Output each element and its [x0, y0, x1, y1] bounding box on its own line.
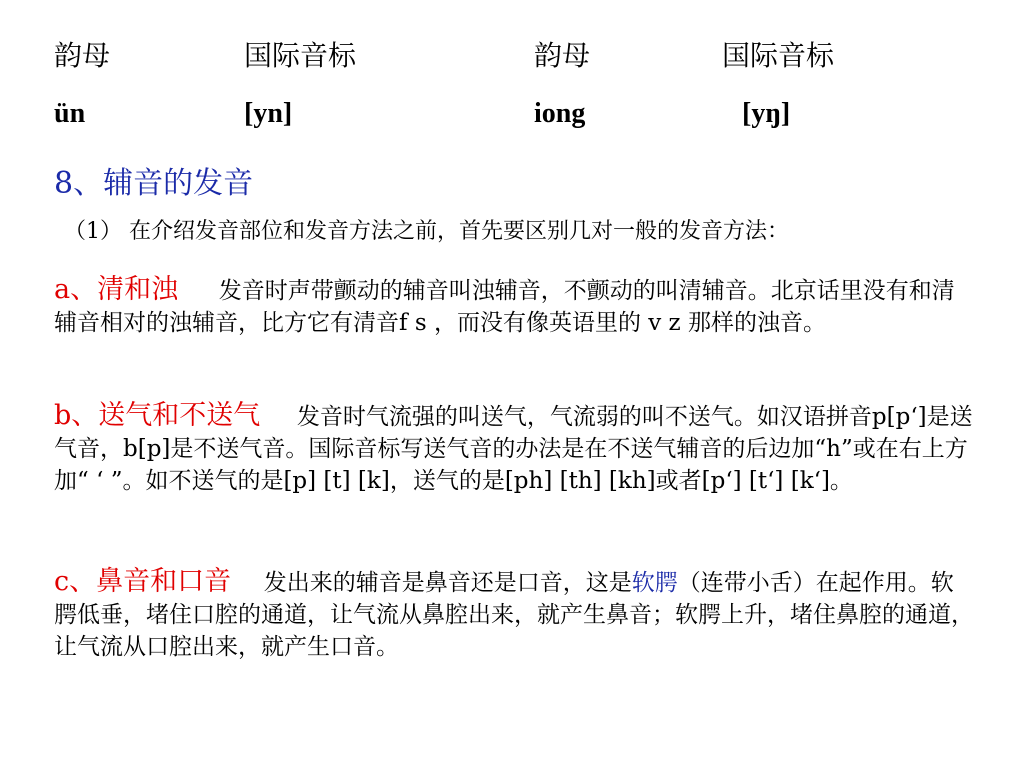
term-aspiration: b、送气和不送气: [54, 400, 261, 431]
term-nasal-oral: c、鼻音和口音: [54, 566, 232, 597]
section-title: 8、辅音的发音: [54, 166, 254, 201]
header-final-2: 韵母: [534, 39, 591, 72]
voicing-text: 发音时声带颤动的辅音叫浊辅音，不颤动的叫清辅音。北京话里没有和清辅音相对的浊辅音，比方它有清音f s ，而没有像英语里的 v z 那样的浊音。: [54, 278, 955, 336]
velum-highlight: 软腭: [631, 570, 678, 596]
header-ipa-1: 国际音标: [244, 39, 357, 72]
final-iong: iong: [534, 98, 586, 129]
term-voicing: a、清和浊: [54, 274, 179, 305]
intro-text: （1） 在介绍发音部位和发音方法之前，首先要区别几对一般的发音方法：: [64, 219, 789, 244]
header-final-1: 韵母: [54, 39, 111, 72]
nasal-text-after: （连带小舌）在起作用。软腭低垂，堵住口腔的通道，让气流从鼻腔出来，就产生鼻音；软腭上升，堵住鼻腔的通道，让气流从口腔出来，就产生口音。: [54, 570, 974, 660]
header-ipa-2: 国际音标: [722, 39, 835, 72]
paragraph-aspiration: [54, 400, 974, 497]
aspiration-text: 发音时气流强的叫送气，气流弱的叫不送气。如汉语拼音p[p‘]是送气音，b[p]是不送气音。国际音标写送气音的办法是在不送气辅音的后边加“h”或在右上方加“ ‘ ”。如不送气的是[p] [t] [k]，送气的是[ph] [th] [kh]或者[p‘] [t‘] [k‘]。: [54, 404, 973, 494]
paragraph-nasal-oral: [54, 566, 974, 663]
ipa-yn: [yn]: [244, 98, 293, 129]
final-un: ün: [54, 98, 86, 129]
ipa-yng: [yŋ]: [742, 98, 791, 129]
paragraph-voicing: [54, 274, 974, 339]
nasal-text-before: 发出来的辅音是鼻音还是口音，这是: [263, 570, 632, 596]
